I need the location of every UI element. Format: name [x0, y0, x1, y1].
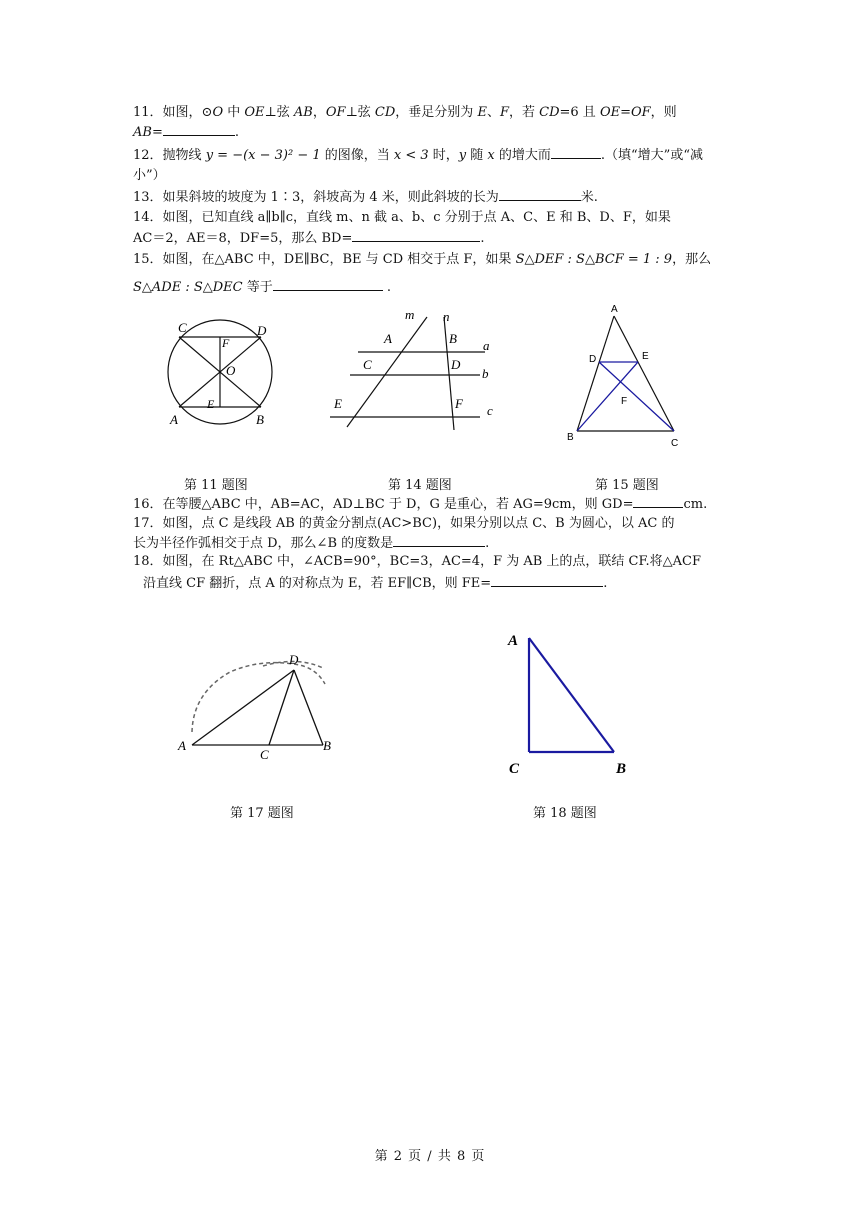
- parabola-formula: y = −(x − 3)² − 1: [205, 148, 321, 163]
- label-b: b: [482, 366, 489, 381]
- label-B: B: [616, 761, 627, 777]
- caption-fig14: 第 14 题图: [388, 478, 452, 493]
- label-C: C: [178, 320, 187, 335]
- answer-blank-16[interactable]: [633, 494, 683, 508]
- label-D: D: [289, 652, 299, 667]
- label-O: O: [226, 363, 236, 378]
- label-B: B: [256, 412, 264, 427]
- figure-18-right-triangle: [500, 625, 650, 785]
- figure-17-golden-section: [175, 648, 345, 768]
- label-E: E: [642, 351, 649, 362]
- question-15: 15．如图，在△ABC 中，DE∥BC，BE 与 CD 相交于点 F，如果 S△DEF : S△BCF = 1 : 9，那么: [133, 252, 712, 267]
- label-E: E: [207, 397, 215, 411]
- answer-blank-18[interactable]: [491, 573, 603, 587]
- label-E: E: [334, 396, 342, 411]
- label-C: C: [671, 438, 679, 449]
- label-B: B: [567, 432, 574, 443]
- label-B: B: [449, 331, 457, 346]
- question-18: 18．如图，在 Rt△ABC 中，∠ACB=90°，BC=3，AC=4，F 为 AB 上的点，联结 CF.将△ACF: [133, 554, 701, 569]
- page-footer: 第 2 页 / 共 8 页: [374, 1149, 486, 1164]
- caption-fig18: 第 18 题图: [533, 806, 597, 821]
- question-11-line2: AB= .: [133, 122, 733, 142]
- caption-fig11: 第 11 题图: [184, 478, 248, 493]
- area-ratio-1: S△DEF : S△BCF = 1 : 9: [515, 252, 673, 267]
- figure-14-parallel-lines: [325, 305, 505, 435]
- label-F: F: [621, 396, 628, 407]
- question-14-line2: AC＝2，AE＝8，DF=5，那么 BD= .: [133, 228, 733, 248]
- caption-fig15: 第 15 题图: [595, 478, 659, 493]
- question-14: 14．如图，已知直线 a∥b∥c，直线 m、n 截 a、b、c 分别于点 A、C、E 和 B、D、F，如果: [133, 210, 671, 225]
- question-13: 13．如果斜坡的坡度为 1∶3，斜坡高为 4 米，则此斜坡的长为 米.: [133, 187, 733, 207]
- label-A: A: [384, 331, 392, 346]
- label-C: C: [260, 747, 269, 762]
- label-A: A: [170, 412, 178, 427]
- label-D: D: [451, 357, 461, 372]
- answer-blank-17[interactable]: [393, 533, 485, 547]
- question-17: 17．如图，点 C 是线段 AB 的黄金分割点(AC>BC)，如果分别以点 C、B 为圆心，以 AC 的: [133, 516, 675, 531]
- answer-blank-12[interactable]: [551, 145, 601, 159]
- question-15-line2: S△ADE : S△DEC 等于 .: [133, 277, 733, 297]
- label-a: a: [483, 338, 490, 353]
- question-16: 16．在等腰△ABC 中，AB=AC，AD⊥BC 于 D，G 是重心，若 AG=9cm，则 GD= cm.: [133, 494, 733, 514]
- label-C: C: [363, 357, 372, 372]
- answer-blank-14[interactable]: [352, 228, 480, 242]
- answer-blank-15[interactable]: [273, 277, 383, 291]
- label-F: F: [222, 336, 230, 350]
- area-ratio-2: S△ADE : S△DEC: [133, 280, 243, 295]
- question-12: 12．抛物线 y = −(x − 3)² − 1 的图像，当 x < 3 时，y 随 x 的增大而 .（填“增大”或“减: [133, 145, 733, 165]
- label-A: A: [178, 738, 186, 753]
- caption-fig17: 第 17 题图: [230, 806, 294, 821]
- label-m: m: [405, 307, 415, 322]
- label-c: c: [487, 403, 493, 418]
- answer-blank-11[interactable]: [163, 122, 235, 136]
- label-D: D: [257, 323, 267, 338]
- answer-blank-13[interactable]: [499, 187, 581, 201]
- label-A: A: [508, 633, 519, 649]
- figure-15-triangle: [560, 300, 690, 450]
- label-A: A: [611, 304, 618, 315]
- figure-11-circle: [160, 315, 280, 435]
- label-C: C: [509, 761, 520, 777]
- question-12-line2: 小”）: [133, 168, 166, 183]
- label-F: F: [455, 396, 463, 411]
- label-B: B: [323, 738, 331, 753]
- question-11: 11．如图，⊙O 中 OE⊥弦 AB，OF⊥弦 CD，垂足分别为 E、F，若 CD=6 且 OE=OF，则: [133, 105, 677, 120]
- label-n: n: [443, 309, 450, 324]
- label-D: D: [589, 354, 597, 365]
- question-17-line2: 长为半径作弧相交于点 D，那么∠B 的度数是 .: [133, 533, 733, 553]
- question-18-line2: 沿直线 CF 翻折，点 A 的对称点为 E，若 EF∥CB，则 FE= .: [143, 573, 743, 593]
